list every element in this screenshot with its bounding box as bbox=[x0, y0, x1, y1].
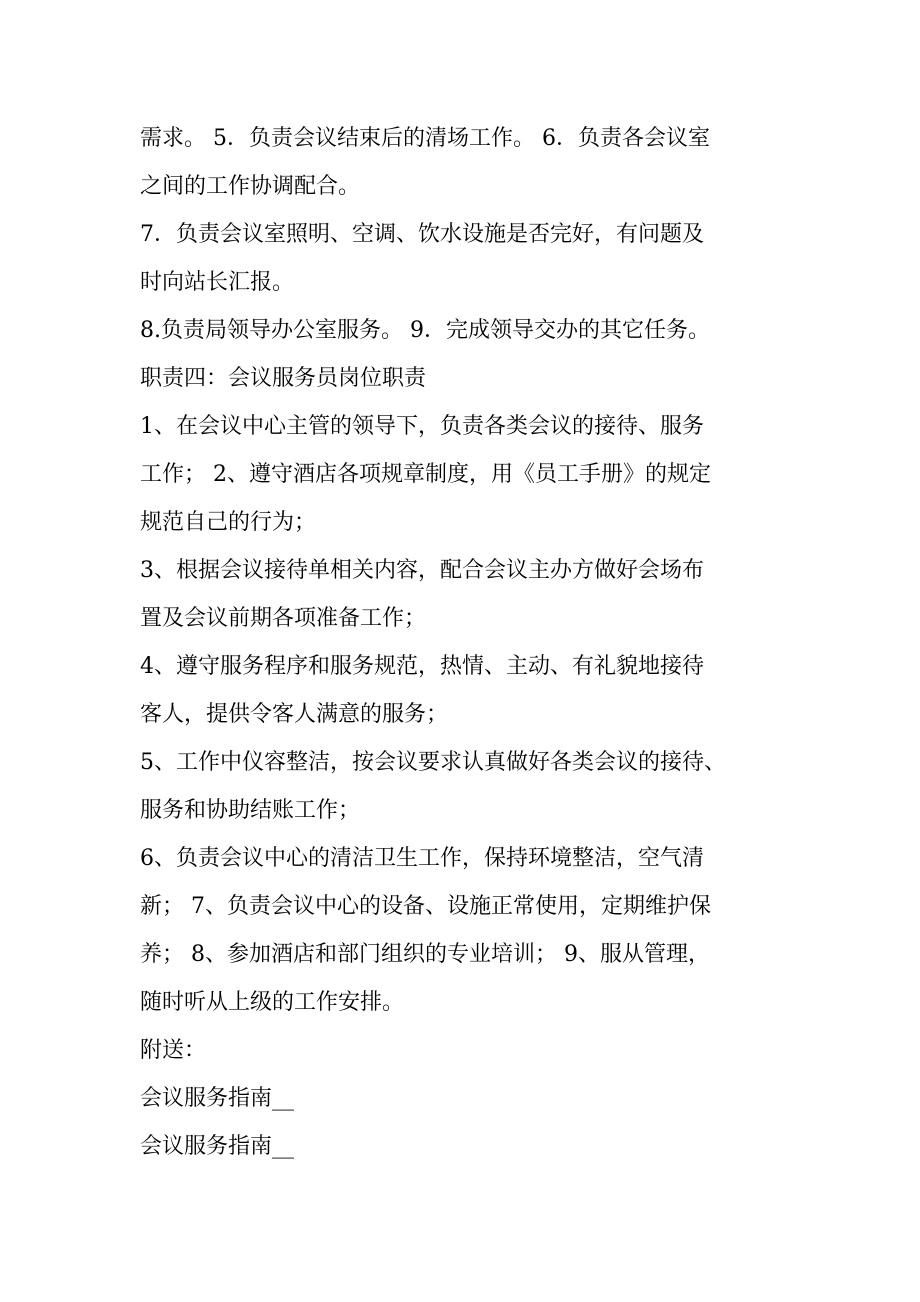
text-line: 7．负责会议室照明、空调、饮水设施是否完好，有问题及 bbox=[140, 222, 704, 247]
text-line: 规范自己的行为； bbox=[140, 510, 317, 535]
text-line: 客人，提供令客人满意的服务； bbox=[140, 702, 449, 727]
text-line: 1、在会议中心主管的领导下，负责各类会议的接待、服务 bbox=[140, 414, 704, 439]
text-line: 随时听从上级的工作安排。 bbox=[140, 990, 405, 1015]
text-line: 养； 8、参加酒店和部门组织的专业培训； 9、服从管理， bbox=[140, 942, 710, 967]
text-line: 3、根据会议接待单相关内容，配合会议主办方做好会场布 bbox=[140, 558, 704, 583]
text-line: 新； 7、负责会议中心的设备、设施正常使用，定期维护保 bbox=[140, 894, 711, 919]
attachment-heading: 附送： bbox=[140, 1038, 207, 1063]
text-line: 6、负责会议中心的清洁卫生工作，保持环境整洁，空气清 bbox=[140, 846, 704, 871]
attachment-item: 会议服务指南__ bbox=[140, 1086, 295, 1111]
text-line: 8.负责局领导办公室服务。 9．完成领导交办的其它任务。 bbox=[140, 318, 710, 343]
text-line: 时向站长汇报。 bbox=[140, 270, 295, 295]
text-line: 之间的工作协调配合。 bbox=[140, 174, 361, 199]
text-line: 服务和协助结账工作； bbox=[140, 798, 361, 823]
text-line: 5、工作中仪容整洁，按会议要求认真做好各类会议的接待、 bbox=[140, 750, 726, 775]
text-line: 需求。 5．负责会议结束后的清场工作。 6．负责各会议室 bbox=[140, 126, 710, 151]
text-line: 4、遵守服务程序和服务规范，热情、主动、有礼貌地接待 bbox=[140, 654, 704, 679]
text-line: 工作； 2、遵守酒店各项规章制度，用《员工手册》的规定 bbox=[140, 462, 711, 487]
attachment-item: 会议服务指南__ bbox=[140, 1134, 295, 1159]
text-line: 置及会议前期各项准备工作； bbox=[140, 606, 427, 631]
section-heading: 职责四：会议服务员岗位职责 bbox=[140, 366, 427, 391]
